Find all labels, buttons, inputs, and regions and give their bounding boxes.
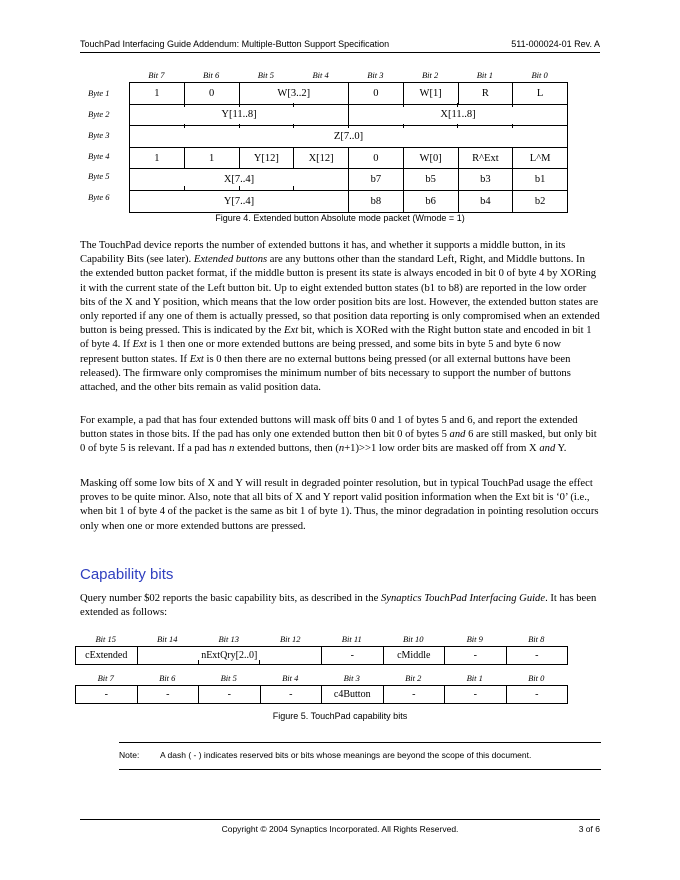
byte6-row xyxy=(130,190,568,212)
bit-tick xyxy=(239,103,240,107)
bit-header: Bit 7 xyxy=(148,70,165,80)
figure4-caption: Figure 4. Extended button Absolute mode packet (Wmode = 1) xyxy=(215,213,465,223)
byte4-x12: X[12] xyxy=(294,147,349,169)
row-label-byte3: Byte 3 xyxy=(88,130,110,140)
text-run: Ext xyxy=(284,325,299,337)
byte2-x-high: X[11..8] xyxy=(349,104,568,126)
bit-tick xyxy=(457,103,458,107)
text-run: is 1 then one or more extended buttons are being pressed, and some bits in byte 5 and byte 6 now represent button states. If xyxy=(80,339,562,365)
byte4-l-m: L^M xyxy=(513,147,568,169)
bit-header: Bit 2 xyxy=(405,673,422,683)
cap-bit2: - xyxy=(383,686,445,704)
byte5-row xyxy=(130,169,568,191)
bit-tick xyxy=(293,103,294,107)
byte1-bit6: 0 xyxy=(184,83,239,105)
bit-header: Bit 3 xyxy=(367,70,384,80)
byte5-x-low: X[7..4] xyxy=(130,169,349,191)
bit-header: Bit 3 xyxy=(343,673,360,683)
text-run: and xyxy=(539,443,556,455)
bit-header: Bit 0 xyxy=(531,70,548,80)
byte3-z: Z[7..0] xyxy=(130,126,568,148)
header-title: TouchPad Interfacing Guide Addendum: Multiple-Button Support Specification xyxy=(80,39,390,49)
byte1-row xyxy=(130,83,568,105)
capability-low-bit-headers xyxy=(75,673,567,685)
text-run: Query number $02 reports the basic capability bits, as described in the xyxy=(80,593,381,604)
text-run: bit, which is XORed with the Right button state and encoded in bit 1 of byte 4. If xyxy=(80,325,592,351)
cap-bit5: - xyxy=(199,686,261,704)
bit-tick xyxy=(239,124,240,128)
paragraph-example xyxy=(80,414,600,457)
bit-tick xyxy=(457,124,458,128)
row-label-byte2: Byte 2 xyxy=(88,109,110,119)
byte6-b4: b4 xyxy=(458,190,513,212)
byte4-w0: W[0] xyxy=(403,147,458,169)
byte5-b1: b1 xyxy=(513,169,568,191)
bit-tick xyxy=(259,660,260,664)
capability-high-bit-headers xyxy=(75,634,567,646)
bit-header: Bit 8 xyxy=(528,634,545,644)
byte5-b3: b3 xyxy=(458,169,513,191)
byte6-b2: b2 xyxy=(513,190,568,212)
text-run: +1)>>1 low order bits are masked off from X xyxy=(344,443,540,455)
capability-high-row xyxy=(76,647,568,665)
text-run: For example, a pad that has four extended buttons will mask off bits 0 and 1 of bytes 5 and 6, and report the extended button states in those bits. If the pad has only one extended button then bit 0 of bytes 5 xyxy=(80,415,578,441)
bit-tick xyxy=(198,660,199,664)
note-text: A dash ( - ) indicates reserved bits or bits whose meanings are beyond the scope of this document. xyxy=(160,750,532,760)
footer-page-number: 3 of 6 xyxy=(578,824,600,834)
cap-bit3: c4Button xyxy=(322,686,384,704)
page-footer xyxy=(80,819,600,836)
bit-header: Bit 7 xyxy=(97,673,114,683)
bit-tick xyxy=(293,124,294,128)
byte2-y-high: Y[11..8] xyxy=(130,104,349,126)
bit-header: Bit 11 xyxy=(341,634,362,644)
cap-bit6: - xyxy=(137,686,199,704)
figure5-caption: Figure 5. TouchPad capability bits xyxy=(272,711,408,721)
byte5-b7: b7 xyxy=(349,169,404,191)
text-run: . It has been extended as follows: xyxy=(80,593,597,619)
bit-header: Bit 0 xyxy=(528,673,545,683)
byte1-w1: W[1] xyxy=(403,83,458,105)
cap-bit4: - xyxy=(260,686,322,704)
byte3-row xyxy=(130,126,568,148)
bit-tick xyxy=(184,124,185,128)
text-run: 6 are still masked, but only bit 0 of byte 5 is relevant. If a pad has xyxy=(80,429,597,455)
byte4-bit3: 0 xyxy=(349,147,404,169)
byte4-bit6: 1 xyxy=(184,147,239,169)
bit-tick xyxy=(512,103,513,107)
bit-header: Bit 9 xyxy=(466,634,483,644)
cap-bit11: - xyxy=(322,647,384,665)
text-run: n xyxy=(229,443,235,455)
bit-header: Bit 4 xyxy=(282,673,299,683)
cap-bit15: cExtended xyxy=(76,647,138,665)
bit-tick xyxy=(348,124,349,128)
bit-header: Bit 1 xyxy=(466,673,483,683)
text-run: Synaptics TouchPad Interfacing Guide xyxy=(380,593,546,604)
cap-bit1: - xyxy=(445,686,507,704)
bit-tick xyxy=(184,186,185,190)
footer-copyright: Copyright © 2004 Synaptics Incorporated. All Rights Reserved. xyxy=(221,824,459,834)
bit-header: Bit 4 xyxy=(312,70,329,80)
byte4-y12: Y[12] xyxy=(239,147,294,169)
bit-tick xyxy=(293,186,294,190)
row-label-byte6: Byte 6 xyxy=(88,192,110,202)
bit-header: Bit 12 xyxy=(279,634,301,644)
paragraph-masking: Masking off some low bits of X and Y will result in degraded pointer resolution, but in typical TouchPad usage the effect proves to be quite minor. Also, note that all bits of X and Y report valid position information when the Ext bit is ‘0’ (i.e., when bit 1 of byte 4 of the packet is the same as bit 1 of byte 1). Thus, the minor degradation in pointing resolution occurs only when one or more extended buttons are pressed. xyxy=(80,478,599,532)
text-run: The TouchPad device reports the number of extended buttons it has, and whether it supports a middle button, in its Capability Bits (see later). xyxy=(80,240,566,266)
cap-bit7: - xyxy=(76,686,138,704)
byte4-row xyxy=(130,147,568,169)
cap-bit10: cMiddle xyxy=(383,647,445,665)
bit-header: Bit 14 xyxy=(156,634,178,644)
text-run: Extended buttons xyxy=(193,254,268,266)
byte1-l: L xyxy=(513,83,568,105)
cap-bit9: - xyxy=(445,647,507,665)
byte1-bit3: 0 xyxy=(349,83,404,105)
text-run: n xyxy=(338,443,345,455)
cap-bits14-12: nExtQry[2..0] xyxy=(137,647,322,665)
bit-header: Bit 15 xyxy=(95,634,117,644)
bit-header: Bit 5 xyxy=(257,70,275,80)
byte4-bit7: 1 xyxy=(130,147,185,169)
text-run: extended buttons, then ( xyxy=(234,443,339,455)
header-doc-id: 511-000024-01 Rev. A xyxy=(511,39,600,49)
row-label-byte1: Byte 1 xyxy=(88,88,110,98)
bit-tick xyxy=(403,103,404,107)
row-label-byte5: Byte 5 xyxy=(88,171,110,181)
absolute-packet-table xyxy=(129,82,568,213)
bit-header: Bit 6 xyxy=(159,673,176,683)
bit-header: Bit 5 xyxy=(220,673,237,683)
byte2-row xyxy=(130,104,568,126)
byte5-b5: b5 xyxy=(403,169,458,191)
text-run: Y. xyxy=(555,443,567,455)
row-label-byte4: Byte 4 xyxy=(88,151,110,161)
text-run: and xyxy=(449,429,466,441)
bit-header: Bit 13 xyxy=(218,634,240,644)
text-run: is 0 then there are no external buttons being pressed (or all external buttons have been released). The firmware only compromises the minimum number of bits necessary to support the number of buttons attached, and the other bits remain as valid position data. xyxy=(80,353,571,394)
cap-bit8: - xyxy=(506,647,568,665)
bit-tick xyxy=(403,124,404,128)
note-box xyxy=(119,742,601,770)
byte6-b6: b6 xyxy=(403,190,458,212)
paragraph-extended-buttons xyxy=(80,239,600,395)
bit-header: Bit 6 xyxy=(202,70,220,80)
bit-header: Bit 10 xyxy=(402,634,424,644)
figure4-bit-headers xyxy=(129,70,567,82)
text-run: Ext xyxy=(189,353,204,365)
note-label: Note: xyxy=(119,750,140,760)
byte1-w32: W[3..2] xyxy=(239,83,349,105)
byte1-r: R xyxy=(458,83,513,105)
byte1-bit7: 1 xyxy=(130,83,185,105)
byte4-r-ext: R^Ext xyxy=(458,147,513,169)
cap-bit0: - xyxy=(506,686,568,704)
bit-tick xyxy=(239,186,240,190)
byte6-b8: b8 xyxy=(349,190,404,212)
byte6-y-low: Y[7..4] xyxy=(130,190,349,212)
capability-low-table xyxy=(75,685,568,704)
paragraph-query xyxy=(80,592,600,620)
bit-header: Bit 2 xyxy=(421,70,439,80)
text-run: are any buttons other than the standard Left, Right, and Middle buttons. In the extended button packet format, if the middle button is present its state is always encoded in bit 0 of byte 4 by XORing it with the current state of the Left button bit. Up to eight extended button states (b1 to b8) are reported in the low order bits of the X and Y position, which means that the low order position bits are lost. However, the extended button states are only reported if any one of them is actually pressed, so that position data reporting is only compromised when an extended button is being pressed. This is indicated by the xyxy=(80,254,600,337)
bit-tick xyxy=(512,124,513,128)
capability-high-table xyxy=(75,646,568,665)
section-title-capability-bits: Capability bits xyxy=(80,566,174,583)
text-run: Ext xyxy=(132,339,147,351)
bit-header: Bit 1 xyxy=(476,70,494,80)
bit-tick xyxy=(184,103,185,107)
page-header xyxy=(80,38,600,53)
capability-low-row xyxy=(76,686,568,704)
